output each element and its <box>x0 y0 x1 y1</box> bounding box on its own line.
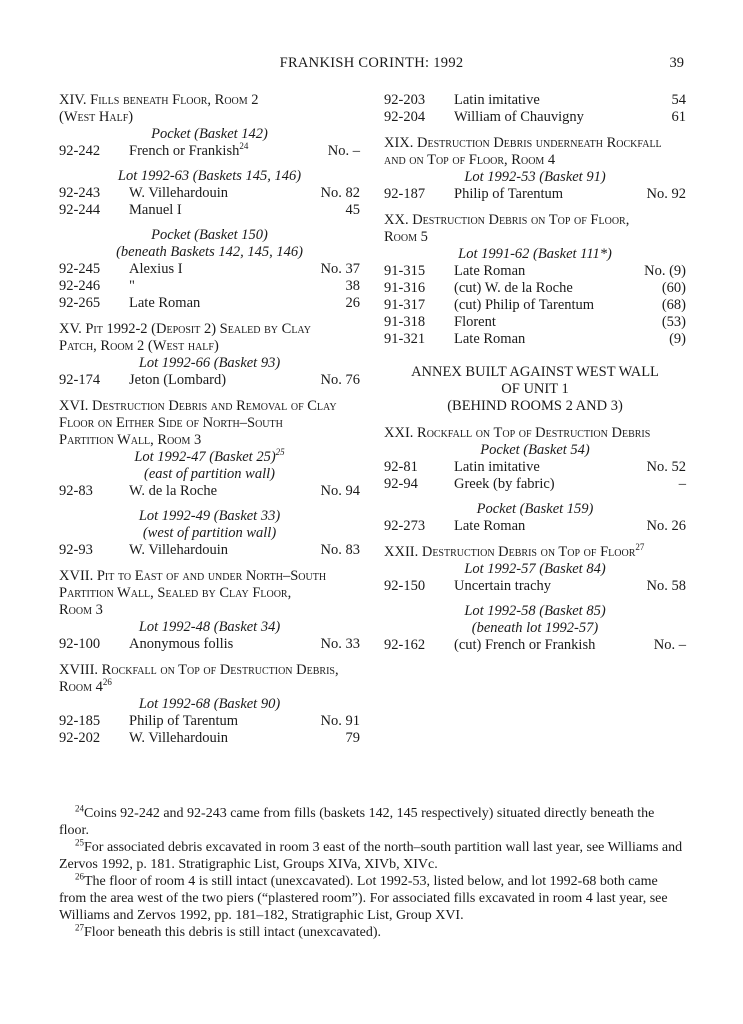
lot-sublabel: (west of partition wall) <box>142 525 277 541</box>
footnote-ref: 26 <box>102 677 112 688</box>
section-heading: XVIII. Rockfall on Top of Destruction Debris, Room $4^{26}$ <box>59 662 339 695</box>
right-column <box>384 92 686 663</box>
coin-row: 92-246 " 38 <box>59 278 360 294</box>
coin-row: 92-187 Philip of Tarentum No. 92 <box>384 186 686 202</box>
lot-label: Lot 1992-47 (Basket 25)$^{25}$ <box>134 447 285 465</box>
coin-row: 92-204 William of Chauvigny 61 <box>384 109 686 125</box>
coin-row: 91-317 (cut) Philip of Tarentum (68) <box>384 297 686 313</box>
coin-row: 92-162 (cut) French or Frankish No. – <box>384 637 686 653</box>
section-xxi <box>384 425 686 535</box>
coin-row: 92-273 Late Roman No. 26 <box>384 518 686 534</box>
section-xviii-continued <box>384 92 686 126</box>
coin-row: 91-321 Late Roman (9) <box>384 331 686 347</box>
lot-label: Pocket (Basket 159) <box>476 501 594 517</box>
section-xvi <box>59 398 360 559</box>
coin-row: 92-244 Manuel I 45 <box>59 202 360 218</box>
section-xix <box>384 135 686 203</box>
section-xx <box>384 212 686 348</box>
coin-row: 92-100 Anonymous follis No. 33 <box>59 636 360 652</box>
coin-row: 92-93 W. Villehardouin No. 83 <box>59 542 360 558</box>
coin-row: 92-174 Jeton (Lombard) No. 76 <box>59 372 360 388</box>
lot-label: Lot 1991-62 (Basket 111*) <box>458 246 612 262</box>
lot-label: Lot 1992-68 (Basket 90) <box>138 696 281 712</box>
footnote: $^{25}$For associated debris excavated in room 3 east of the north–south partition wall last year, see Williams and Zervos 1992, p. 181. Stratigraphic List, Groups XIVa, XIVb, XIVc. <box>59 837 683 872</box>
footnote: $^{26}$The floor of room 4 is still intact (unexcavated). Lot 1992-53, listed below, and lot 1992-68 both came from the area west of the two piers (“plastered room”). For associated fills excavated in room 4 last year, see Williams and Zervos 1992, pp. 181–182, Stratigraphic List, Group XVI. <box>59 871 668 923</box>
footnote-ref: 25 <box>275 447 285 458</box>
lot-label: Lot 1992-66 (Basket 93) <box>138 355 281 371</box>
footnote-ref: 27 <box>635 542 645 553</box>
coin-row: 92-243 W. Villehardouin No. 82 <box>59 185 360 201</box>
page-number: 39 <box>669 55 684 71</box>
coin-row: 92-83 W. de la Roche No. 94 <box>59 483 360 499</box>
coin-row: 92-245 Alexius I No. 37 <box>59 261 360 277</box>
coin-row: 91-318 Florent (53) <box>384 314 686 330</box>
lot-label: Lot 1992-57 (Basket 84) <box>464 561 606 577</box>
section-xiv <box>59 92 360 312</box>
lot-sublabel: (east of partition wall) <box>144 466 275 482</box>
coin-row: 92-242 French or Frankish$^{24}$ No. – <box>59 141 360 159</box>
lot-sublabel: (beneath Baskets 142, 145, 146) <box>116 244 303 260</box>
section-xxii <box>384 544 686 654</box>
footnote-ref: 24 <box>239 141 249 152</box>
lot-label: Lot 1992-63 (Baskets 145, 146) <box>117 168 302 184</box>
coin-row: 92-94 Greek (by fabric) – <box>384 476 686 492</box>
lot-label: Lot 1992-48 (Basket 34) <box>138 619 281 635</box>
section-heading: XX. Destruction Debris on Top of Floor, Room 5 <box>384 212 630 245</box>
lot-label: Lot 1992-53 (Basket 91) <box>464 169 606 185</box>
lot-sublabel: (beneath lot 1992-57) <box>471 620 599 636</box>
running-header: FRANKISH CORINTH: 1992 <box>279 55 464 71</box>
section-heading: XVI. Destruction Debris and Removal of Clay Floor on Either Side of North–South Partition Wall, Room 3 <box>59 398 337 448</box>
section-xv <box>59 321 360 389</box>
lot-label: Pocket (Basket 150) <box>151 227 268 243</box>
section-xviii <box>59 662 360 747</box>
section-heading: XIX. Destruction Debris underneath Rockfall and on Top of Floor, Room 4 <box>384 135 662 168</box>
section-xvii <box>59 568 360 653</box>
coin-row: 92-81 Latin imitative No. 52 <box>384 459 686 475</box>
lot-label: Lot 1992-49 (Basket 33) <box>138 508 281 524</box>
coin-row: 92-185 Philip of Tarentum No. 91 <box>59 713 360 729</box>
coin-row: 92-265 Late Roman 26 <box>59 295 360 311</box>
footnote: $^{24}$Coins 92-242 and 92-243 came from fills (baskets 142, 145 respectively) situated directly beneath the floor. <box>59 803 655 838</box>
lot-label: Lot 1992-58 (Basket 85) <box>464 603 606 619</box>
coin-row: 92-203 Latin imitative 54 <box>384 92 686 108</box>
left-column <box>59 92 360 756</box>
coin-row: 92-150 Uncertain trachy No. 58 <box>384 578 686 594</box>
coin-row: 92-202 W. Villehardouin 79 <box>59 730 360 746</box>
footnote: $^{27}$Floor beneath this debris is still intact (unexcavated). <box>75 922 382 940</box>
section-heading: XV. Pit 1992-2 (Deposit 2) Sealed by Clay Patch, Room 2 (West half) <box>59 321 311 354</box>
lot-label: Pocket (Basket 142) <box>151 126 268 142</box>
section-heading: XXI. Rockfall on Top of Destruction Debris <box>384 425 651 441</box>
lot-label: Pocket (Basket 54) <box>480 442 590 458</box>
section-heading: XVII. Pit to East of and under North–South Partition Wall, Sealed by Clay Floor, Room 3 <box>59 568 327 618</box>
footnotes <box>59 805 686 941</box>
section-heading: XXII. Destruction Debris on Top of Floor$^{27}$ <box>384 542 645 560</box>
annex-heading: ANNEX BUILT AGAINST WEST WALL OF UNIT 1 (BEHIND ROOMS 2 AND 3) <box>411 364 659 414</box>
coin-row: 91-315 Late Roman No. (9) <box>384 263 686 279</box>
section-heading: XIV. Fills beneath Floor, Room 2 (West Half) <box>59 92 259 125</box>
coin-row: 91-316 (cut) W. de la Roche (60) <box>384 280 686 296</box>
